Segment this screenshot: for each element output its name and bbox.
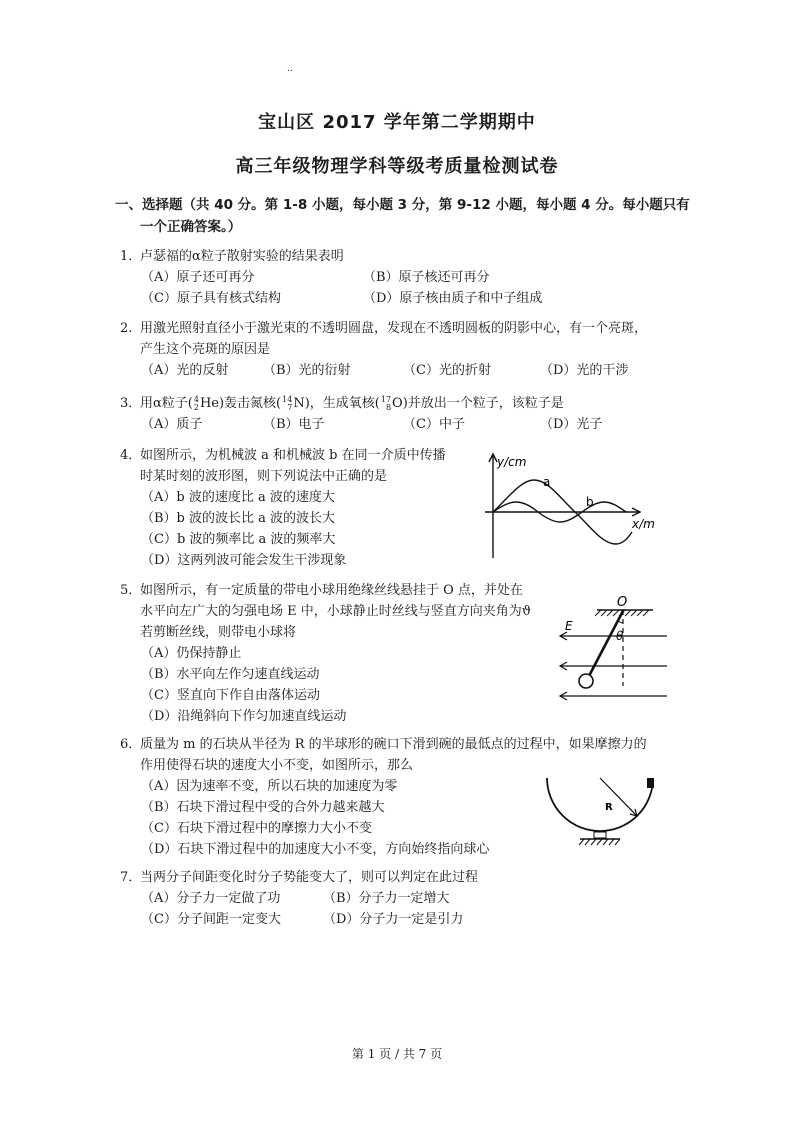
option-c: （C）石块下滑过程中的摩擦力大小不变: [141, 821, 372, 836]
question-stem: 用激光照射直径小于激光束的不透明圆盘，发现在不透明圆板的阴影中心，有一个亮斑，: [140, 321, 648, 336]
option-c: （C）光的折射: [403, 363, 491, 378]
option-a: （A）原子还可再分: [141, 270, 255, 285]
section-heading: 一、选择题（共 40 分。第 1-8 小题，每小题 3 分，第 9-12 小题，每小题 4 分。每小题只有: [115, 197, 690, 213]
question-stem-cont: 若剪断丝线，则带电小球将: [140, 625, 297, 640]
option-c: （C）中子: [403, 417, 465, 432]
helium-mass-number: 4: [193, 394, 199, 404]
angle-theta-label: θ: [616, 629, 624, 643]
option-a: （A）光的反射: [141, 363, 229, 378]
option-c: （C）原子具有核式结构: [141, 291, 281, 306]
option-a: （A）b 波的速度比 a 波的速度大: [141, 490, 335, 505]
x-axis-label: x/m: [632, 517, 655, 531]
stem-text-3: N)，生成氧核(: [293, 396, 380, 411]
field-e-label: E: [565, 619, 573, 633]
question-number: 1．: [120, 249, 142, 264]
option-a: （A）因为速率不变，所以石块的加速度为零: [141, 779, 398, 794]
option-c: （C）b 波的频率比 a 波的频率大: [141, 532, 336, 547]
question-stem: 当两分子间距变化时分子势能变大了，则可以判定在此过程: [140, 870, 479, 885]
nitrogen-atomic-number: 7: [287, 402, 293, 412]
oxygen-atomic-number: 8: [385, 402, 392, 412]
stone-block: [647, 778, 654, 788]
option-d: （D）石块下滑过程中的加速度大小不变，方向始终指向球心: [141, 842, 490, 857]
wave-b-label: b: [586, 495, 594, 509]
charged-ball: [579, 674, 593, 688]
question-stem-cont: 作用使得石块的速度大小不变，如图所示，那么: [140, 758, 414, 773]
option-b: （B）光的衍射: [263, 363, 351, 378]
question-number: 6．: [120, 737, 142, 752]
question-stem-cont: 产生这个亮斑的原因是: [140, 342, 271, 357]
option-a: （A）分子力一定做了功: [141, 891, 281, 906]
question-number: 4．: [120, 448, 142, 463]
option-c: （C）竖直向下作自由落体运动: [141, 688, 320, 703]
option-c: （C）分子间距一定变大: [141, 912, 281, 927]
helium-atomic-number: 2: [193, 402, 199, 412]
question-stem: 卢瑟福的α粒子散射实验的结果表明: [140, 249, 344, 264]
page-number: 第 1 页 / 共 7 页: [351, 1047, 443, 1061]
question-number: 2.: [120, 321, 133, 336]
option-b: （B）分子力一定增大: [323, 891, 450, 906]
question-stem-cont: 水平向左广大的匀强电场 E 中，小球静止时丝线与竖直方向夹角为ϑ: [140, 604, 532, 619]
wave-figure: [480, 446, 665, 564]
oxygen-mass-number: 17: [380, 394, 392, 404]
option-a: （A）质子: [141, 417, 203, 432]
section-heading-cont: 一个正确答案。）: [140, 219, 242, 235]
question-number: 7．: [120, 870, 142, 885]
helium-nuclide-indices: [194, 396, 199, 412]
stem-text-2: He)轰击氮核(: [199, 396, 282, 411]
option-b: （B）原子核还可再分: [363, 270, 490, 285]
ground-hatch: [579, 839, 620, 845]
bowl-support: [594, 832, 606, 838]
pendulum-field-figure: [555, 594, 675, 712]
question-stem: 如图所示，有一定质量的带电小球用绝缘丝线悬挂于 O 点，并处在: [140, 583, 523, 598]
question-stem: 如图所示，为机械波 a 和机械波 b 在同一介质中传播: [140, 448, 446, 463]
stem-text-4: O)并放出一个粒子，该粒子是: [392, 396, 564, 411]
option-d: （D）沿绳斜向下作匀加速直线运动: [141, 709, 347, 724]
nitrogen-nuclide-indices: [282, 396, 292, 412]
option-b: （B）b 波的波长比 a 波的波长大: [141, 511, 336, 526]
question-number: 5．: [120, 583, 142, 598]
bowl-figure: [535, 770, 665, 858]
wave-a-label: a: [543, 475, 551, 489]
exam-title-line1: 宝山区 2017 学年第二学期期中: [258, 112, 536, 133]
radius-label: R: [605, 802, 613, 813]
option-d: （D）光的干涉: [540, 363, 629, 378]
option-b: （B）电子: [263, 417, 325, 432]
option-d: （D）分子力一定是引力: [323, 912, 464, 927]
option-d: （D）光子: [540, 417, 603, 432]
option-b: （B）石块下滑过程中受的合外力越来越大: [141, 800, 385, 815]
question-number: 3．: [120, 396, 142, 411]
stem-text-1: 用α粒子(: [140, 396, 193, 411]
y-axis-label: y/cm: [497, 455, 527, 469]
option-d: （D）原子核由质子和中子组成: [363, 291, 543, 306]
angle-arc: [618, 621, 623, 623]
hemispherical-bowl: [547, 778, 653, 831]
exam-title-line2: 高三年级物理学科等级考质量检测试卷: [235, 156, 559, 177]
point-o-label: O: [617, 595, 628, 610]
option-a: （A）仍保持静止: [141, 646, 242, 661]
option-b: （B）水平向左作匀速直线运动: [141, 667, 320, 682]
option-d: （D）这两列波可能会发生干涉现象: [141, 553, 347, 568]
question-stem: 质量为 m 的石块从半径为 R 的半球形的碗口下滑到碗的最低点的过程中，如果摩擦力的: [140, 737, 647, 752]
nitrogen-mass-number: 14: [282, 394, 293, 404]
question-stem-cont: 时某时刻的波形图，则下列说法中正确的是: [140, 469, 388, 484]
oxygen-nuclide-indices: [381, 396, 391, 412]
header-dots: ..: [287, 64, 293, 74]
question-stem: [140, 393, 564, 414]
